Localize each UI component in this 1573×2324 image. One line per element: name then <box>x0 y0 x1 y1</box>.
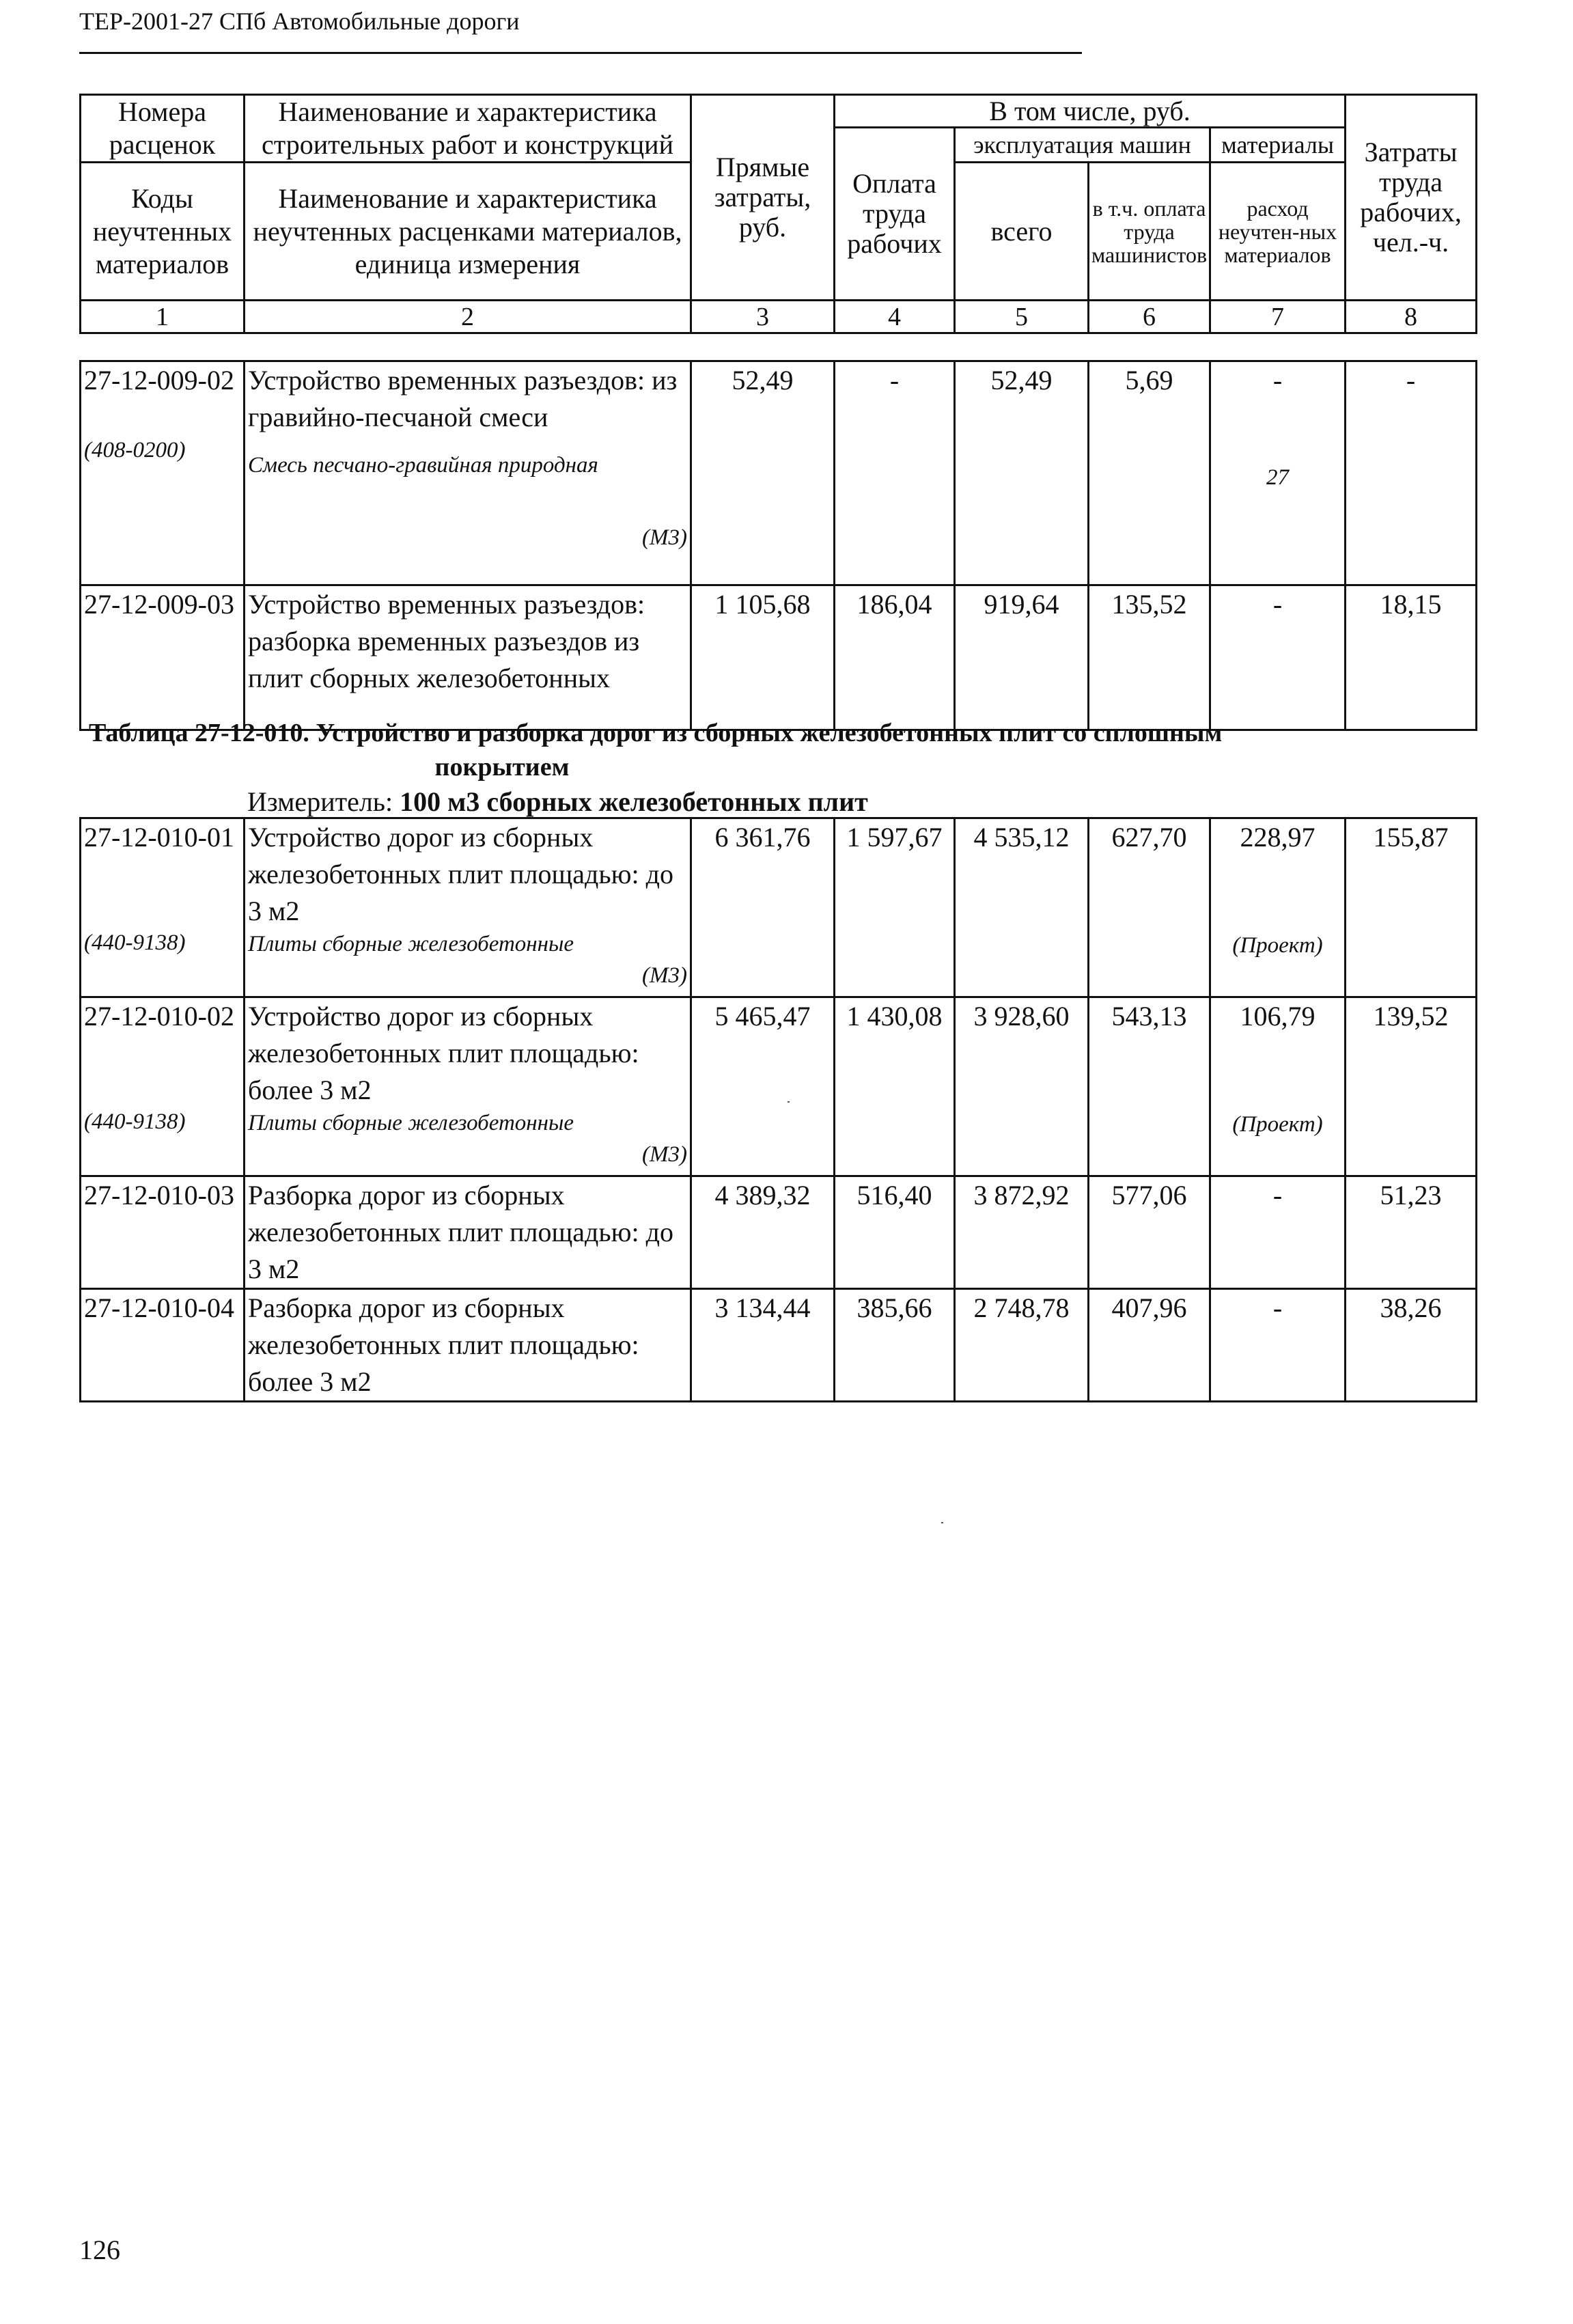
header-col2-top: Наименование и характеристика строительных работ и конструкций <box>245 95 691 163</box>
rate-name: Устройство дорог из сборных железобетонных плит площадью: до 3 м2 <box>248 822 673 926</box>
header-group-including: В том числе, руб. <box>835 95 1346 128</box>
header-materials: материалы <box>1210 128 1346 163</box>
material-code: (408-0200) <box>84 438 186 462</box>
rate-code-cell <box>81 997 245 1176</box>
labor-cost: 186,04 <box>835 585 955 730</box>
direct-cost: 6 361,76 <box>691 818 835 997</box>
header-col3: Прямые затраты, руб. <box>691 95 835 301</box>
direct-cost: 5 465,47 <box>691 997 835 1176</box>
rate-name: Устройство временных разъездов: из гравийно-песчаной смеси <box>248 365 678 432</box>
rate-code: 27-12-010-04 <box>81 1289 245 1402</box>
rate-code: 27-12-010-02 <box>84 1001 234 1032</box>
labor-hours: - <box>1346 361 1477 585</box>
labor-hours: 38,26 <box>1346 1289 1477 1402</box>
labor-cost: 1 430,08 <box>835 997 955 1176</box>
material-unit: (М3) <box>642 525 687 550</box>
column-header-table <box>79 94 1477 334</box>
table-row <box>81 997 1477 1176</box>
materials-value: - <box>1272 365 1283 396</box>
machine-cost: 4 535,12 <box>955 818 1089 997</box>
material-code: (440-9138) <box>84 1109 186 1134</box>
header-machines: эксплуатация машин <box>955 128 1210 163</box>
materials-cell <box>1210 818 1346 997</box>
material-unit: (М3) <box>642 1142 687 1167</box>
rate-code-cell <box>81 361 245 585</box>
machine-cost: 2 748,78 <box>955 1289 1089 1402</box>
material-quantity: 27 <box>1266 465 1289 490</box>
page-number: 126 <box>79 2235 120 2265</box>
machine-cost: 3 872,92 <box>955 1176 1089 1289</box>
header-number: 3 <box>691 301 835 333</box>
header-number: 7 <box>1210 301 1346 333</box>
machinist-labor: 5,69 <box>1089 361 1210 585</box>
rate-code: 27-12-010-03 <box>81 1176 245 1289</box>
direct-cost: 3 134,44 <box>691 1289 835 1402</box>
table-caption-line2: покрытием <box>434 753 570 781</box>
rate-name: Разборка дорог из сборных железобетонных плит площадью: более 3 м2 <box>245 1289 691 1402</box>
rate-name: Разборка дорог из сборных железобетонных плит площадью: до 3 м2 <box>245 1176 691 1289</box>
labor-hours: 155,87 <box>1346 818 1477 997</box>
header-col4: Оплата труда рабочих <box>835 128 955 301</box>
header-rule <box>79 52 1082 54</box>
machinist-labor: 407,96 <box>1089 1289 1210 1402</box>
labor-hours: 139,52 <box>1346 997 1477 1176</box>
material-name: Плиты сборные железобетонные <box>248 1111 574 1135</box>
header-number: 6 <box>1089 301 1210 333</box>
scan-speck <box>788 1101 790 1103</box>
rate-code: 27-12-009-02 <box>84 365 234 396</box>
material-name: Смесь песчано-гравийная природная <box>248 453 598 478</box>
table-row <box>81 1289 1477 1402</box>
materials-cell <box>1210 997 1346 1176</box>
header-number: 1 <box>81 301 245 333</box>
direct-cost: 4 389,32 <box>691 1176 835 1289</box>
material-name: Плиты сборные железобетонные <box>248 932 574 956</box>
header-col1-bottom: Коды неучтенных материалов <box>81 163 245 301</box>
machinist-labor: 135,52 <box>1089 585 1210 730</box>
materials-value: 106,79 <box>1240 1001 1316 1032</box>
materials-cell <box>1210 361 1346 585</box>
measure-label: Измеритель: <box>247 786 393 817</box>
machinist-labor: 627,70 <box>1089 818 1210 997</box>
header-col1-top: Номера расценок <box>81 95 245 163</box>
table-row <box>81 585 1477 730</box>
material-code: (440-9138) <box>84 930 186 955</box>
direct-cost: 1 105,68 <box>691 585 835 730</box>
labor-hours: 18,15 <box>1346 585 1477 730</box>
rate-code: 27-12-010-01 <box>84 822 234 853</box>
direct-cost: 52,49 <box>691 361 835 585</box>
header-col2-bottom: Наименование и характеристика неучтенных расценками материалов, единица измерения <box>245 163 691 301</box>
materials-value: - <box>1210 585 1346 730</box>
machine-cost: 3 928,60 <box>955 997 1089 1176</box>
rate-name: Устройство дорог из сборных железобетонных плит площадью: более 3 м2 <box>248 1001 639 1105</box>
table-row <box>81 818 1477 997</box>
rate-name-cell <box>245 997 691 1176</box>
header-col7: расход неучтен-ных материалов <box>1210 163 1346 301</box>
header-number: 2 <box>245 301 691 333</box>
material-quantity: (Проект) <box>1232 1112 1323 1137</box>
labor-hours: 51,23 <box>1346 1176 1477 1289</box>
header-number: 4 <box>835 301 955 333</box>
rate-name-cell <box>245 818 691 997</box>
running-head: ТЕР-2001-27 СПб Автомобильные дороги <box>79 8 520 35</box>
materials-value: - <box>1210 1289 1346 1402</box>
table-row <box>81 361 1477 585</box>
machinist-labor: 543,13 <box>1089 997 1210 1176</box>
labor-cost: 516,40 <box>835 1176 955 1289</box>
table-caption-line1: Таблица 27-12-010. Устройство и разборка дорог из сборных железобетонных плит со сплошным <box>89 719 1223 747</box>
material-unit: (М3) <box>642 963 687 988</box>
rate-name-cell <box>245 361 691 585</box>
rates-table-009 <box>79 360 1477 731</box>
machine-cost: 919,64 <box>955 585 1089 730</box>
machine-cost: 52,49 <box>955 361 1089 585</box>
table-caption <box>89 716 1387 784</box>
materials-value: - <box>1210 1176 1346 1289</box>
materials-value: 228,97 <box>1240 822 1316 853</box>
table-row <box>81 1176 1477 1289</box>
material-quantity: (Проект) <box>1232 933 1323 958</box>
labor-cost: 1 597,67 <box>835 818 955 997</box>
measure-value: 100 м3 сборных железобетонных плит <box>400 786 868 817</box>
machinist-labor: 577,06 <box>1089 1176 1210 1289</box>
measure-line <box>247 786 868 818</box>
header-col6: в т.ч. оплата труда машинистов <box>1089 163 1210 301</box>
labor-cost: - <box>835 361 955 585</box>
rates-table-010 <box>79 817 1477 1402</box>
labor-cost: 385,66 <box>835 1289 955 1402</box>
rate-code-cell <box>81 818 245 997</box>
rate-name: Устройство временных разъездов: разборка временных разъездов из плит сборных железобетонных <box>245 585 691 730</box>
header-col8: Затраты труда рабочих, чел.-ч. <box>1346 95 1477 301</box>
header-col5: всего <box>955 163 1089 301</box>
header-number: 8 <box>1346 301 1477 333</box>
rate-code: 27-12-009-03 <box>81 585 245 730</box>
scan-speck <box>941 1522 943 1523</box>
header-number: 5 <box>955 301 1089 333</box>
